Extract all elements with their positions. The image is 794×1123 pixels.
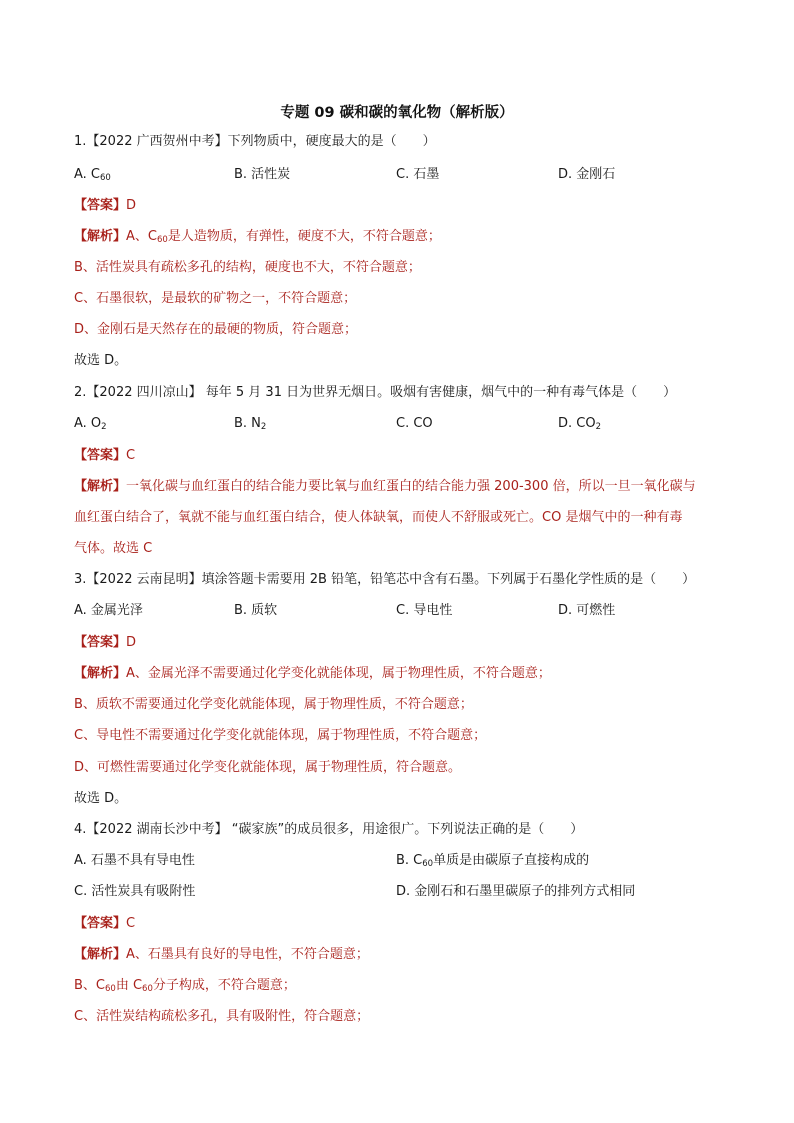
q4-option-c: C. 活性炭具有吸附性 <box>74 884 196 899</box>
q1-analysis-line-5: 故选 D。 <box>74 353 128 368</box>
q4-option-a: A. 石墨不具有导电性 <box>74 853 195 868</box>
q1-option-c: C. 石墨 <box>396 167 440 182</box>
q2-stem: 2.【2022 四川凉山】 每年 5 月 31 日为世界无烟日。吸烟有害健康，烟气中的一种有毒气体是（ ） <box>74 385 677 400</box>
q4-analysis-line-1: 【解析】A、石墨具有良好的导电性，不符合题意； <box>74 947 369 962</box>
q3-analysis-line-5: 故选 D。 <box>74 791 128 806</box>
q4-stem: 4.【2022 湖南长沙中考】 “碳家族”的成员很多，用途很广。下列说法正确的是（ ） <box>74 822 584 837</box>
q3-analysis-line-3: C、导电性不需要通过化学变化就能体现，属于物理性质，不符合题意； <box>74 728 487 743</box>
q3-option-a: A. 金属光泽 <box>74 603 143 618</box>
q4-analysis-line-2: B、$C_{60}$由 $C_{60}$分子构成，不符合题意； <box>74 978 296 994</box>
q4-option-d: D. 金刚石和石墨里碳原子的排列方式相同 <box>396 884 636 899</box>
q2-option-a: A. $O_2$ <box>74 416 107 432</box>
q1-answer: 【答案】D <box>74 198 137 213</box>
q3-stem: 3.【2022 云南昆明】填涂答题卡需要用 2B 铅笔，铅笔芯中含有石墨。下列属于石墨化学性质的是（ ） <box>74 572 696 587</box>
page-title: 专题 09 碳和碳的氧化物（解析版） <box>280 105 514 121</box>
q3-option-c: C. 导电性 <box>396 603 453 618</box>
q3-answer: 【答案】D <box>74 635 137 650</box>
q2-option-d: D. $CO_2$ <box>558 416 602 432</box>
q3-analysis-line-4: D、可燃性需要通过化学变化就能体现，属于物理性质，符合题意。 <box>74 760 462 775</box>
q1-stem: 1.【2022 广西贺州中考】下列物质中，硬度最大的是（ ） <box>74 134 436 149</box>
q2-analysis-line-2: 血红蛋白结合了，氧就不能与血红蛋白结合，使人体缺氧，而使人不舒服或死亡。CO 是烟气中的一种有毒 <box>74 510 683 525</box>
q1-option-b: B. 活性炭 <box>234 167 291 182</box>
q2-option-b: B. $N_2$ <box>234 416 267 432</box>
q1-option-a: A. $C_{60}$ <box>74 167 111 183</box>
q3-option-b: B. 质软 <box>234 603 278 618</box>
q1-analysis-line-2: B、活性炭具有疏松多孔的结构，硬度也不大，不符合题意； <box>74 260 421 275</box>
q3-analysis-line-2: B、质软不需要通过化学变化就能体现，属于物理性质，不符合题意； <box>74 697 473 712</box>
q2-option-c: C. CO <box>396 416 433 431</box>
q3-option-d: D. 可燃性 <box>558 603 616 618</box>
q1-analysis-line-3: C、石墨很软，是最软的矿物之一，不符合题意； <box>74 291 357 306</box>
q4-answer: 【答案】C <box>74 916 136 931</box>
q1-analysis-line-4: D、金刚石是天然存在的最硬的物质，符合题意； <box>74 322 358 337</box>
q1-analysis-line-1: 【解析】A、$C_{60}$是人造物质，有弹性，硬度不大，不符合题意； <box>74 229 441 245</box>
q2-analysis-line-1: 【解析】一氧化碳与血红蛋白的结合能力要比氧与血红蛋白的结合能力强 200-300 倍，所以一旦一氧化碳与 <box>74 479 696 494</box>
q2-analysis-line-3: 气体。故选 C <box>74 541 153 556</box>
q1-option-d: D. 金刚石 <box>558 167 616 182</box>
q4-option-b: B. $C_{60}$单质是由碳原子直接构成的 <box>396 853 590 869</box>
q3-analysis-line-1: 【解析】A、金属光泽不需要通过化学变化就能体现，属于物理性质，不符合题意； <box>74 666 551 681</box>
q2-answer: 【答案】C <box>74 448 136 463</box>
q4-analysis-line-3: C、活性炭结构疏松多孔，具有吸附性，符合题意； <box>74 1009 370 1024</box>
